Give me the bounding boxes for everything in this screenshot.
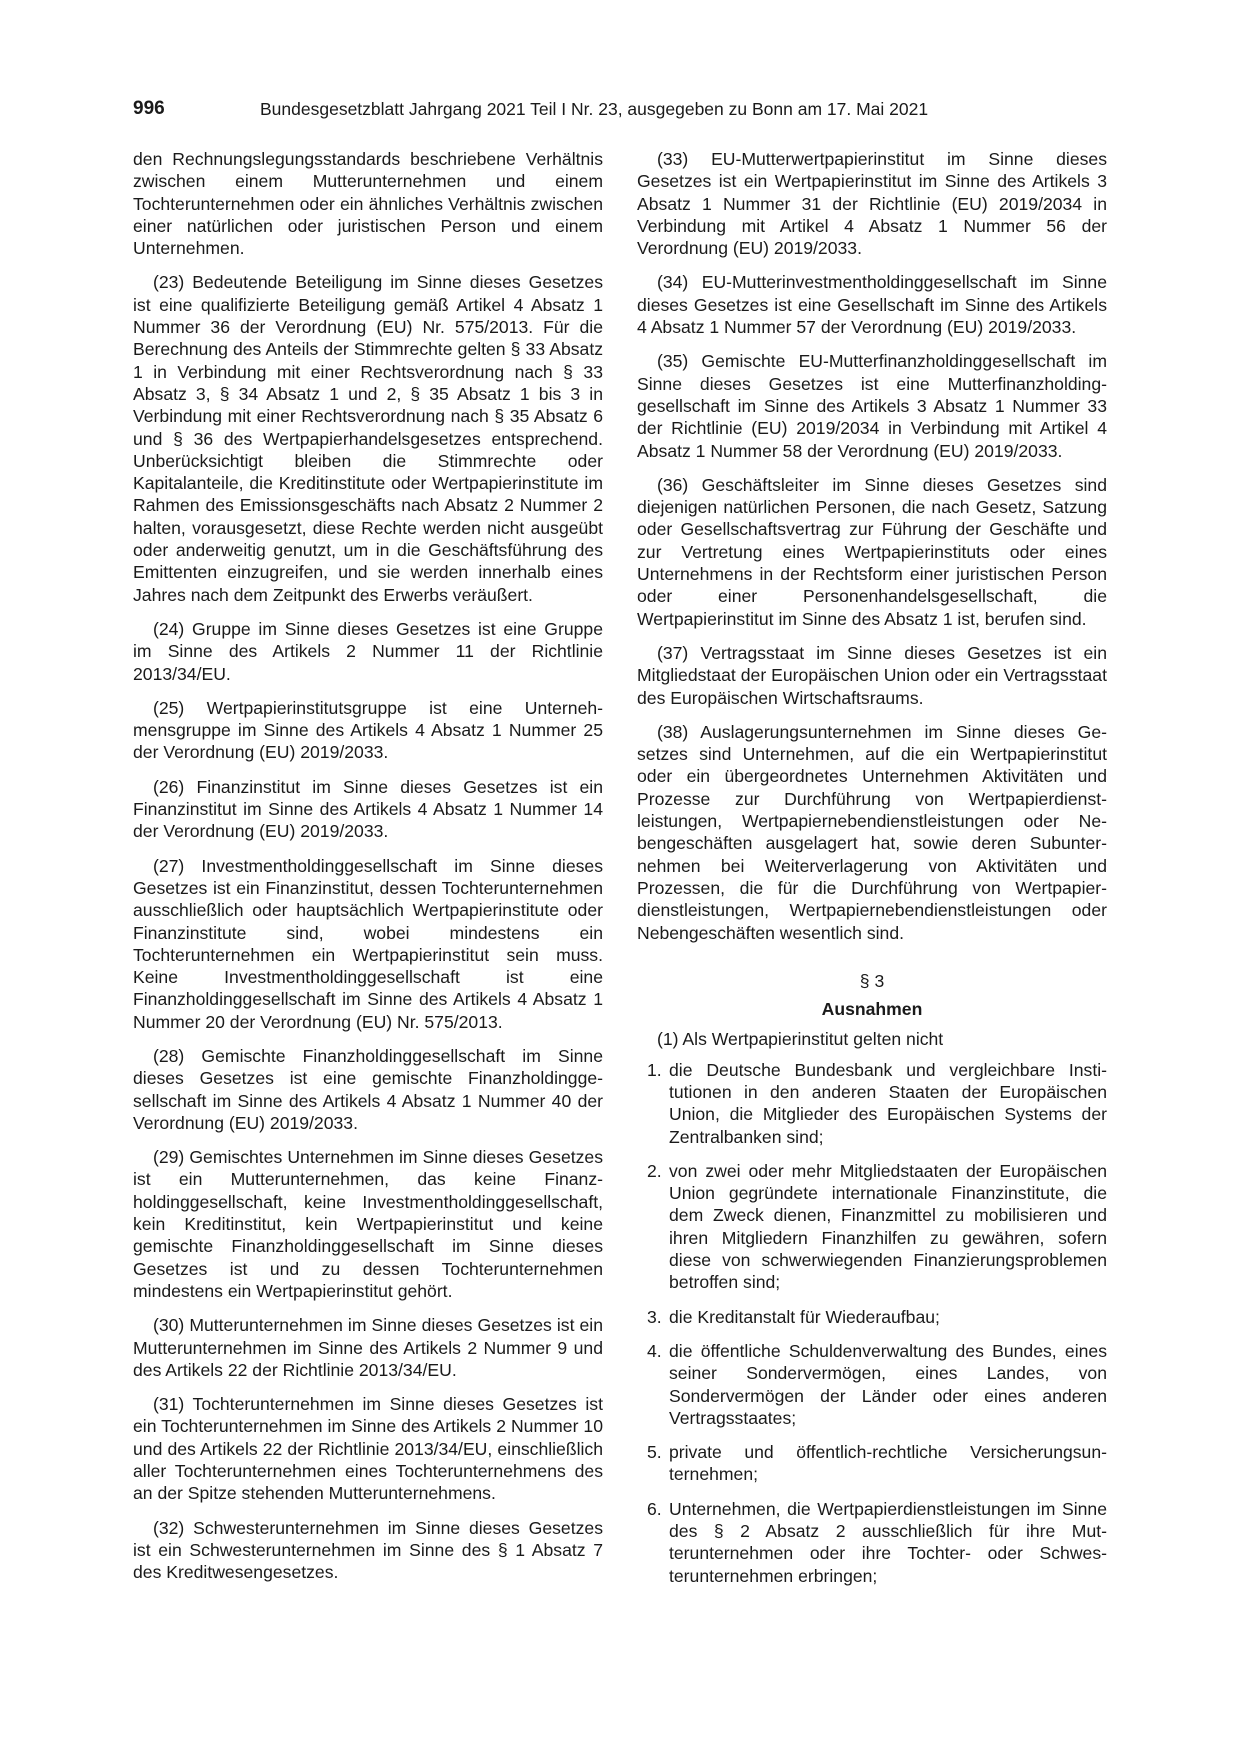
right-column xyxy=(637,148,1107,1599)
list-item-number: 1. xyxy=(647,1059,662,1080)
list-item-text: Unternehmen, die Wertpapierdienstleistungen im Sinne des § 2 Absatz 2 ausschließlich für ihre Mutterunternehmen oder ihre Tochter- oder Schwesterunternehmen erbringen; xyxy=(669,1498,1107,1586)
paragraph-36: (36) Geschäftsleiter im Sinne dieses Gesetzes sind diejenigen natürlichen Personen, die nach Gesetz, Satzung oder Gesellschaftsvertrag zur Führung der Geschäfte und zur Vertretung eines Wertpapierinstituts oder eines Unternehmens in der Rechtsform einer juristischen Person oder einer Personenhandelsgesellschaft, die Wertpapierinstitut im Sinne des Absatz 1 ist, berufen sind. xyxy=(637,474,1107,629)
paragraph-29: (29) Gemischtes Unternehmen im Sinne dieses Gesetzes ist ein Mutterunternehmen, das keine Finanzholdinggesellschaft, keine Investmentholdinggesellschaft, kein Kreditinstitut, kein Wertpapierinstitut und keine gemischte Finanzholdinggesellschaft im Sinne dieses Gesetzes ist und zu dessen Tochterunternehmen mindestens ein Wertpapierinstitut gehört. xyxy=(133,1147,603,1301)
list-item-text: die öffentliche Schuldenverwaltung des Bundes, eines seiner Sondervermögen, eines Landes, von Sondervermögen der Länder oder eines anderen Vertragsstaates; xyxy=(669,1340,1107,1428)
paragraph-25: (25) Wertpapierinstitutsgruppe ist eine Unternehmensgruppe im Sinne des Artikels 4 Absatz 1 Nummer 25 der Verordnung (EU) 2019/2033. xyxy=(133,697,603,763)
list-item xyxy=(637,1498,1107,1587)
section-intro: (1) Als Wertpapierinstitut gelten nicht xyxy=(657,1029,944,1050)
section-title: Ausnahmen xyxy=(821,999,923,1020)
list-item-text: die Deutsche Bundesbank und vergleichbare Institutionen in den anderen Staaten der Europäischen Union, die Mitglieder des Europäischen Systems der Zentralbanken sind; xyxy=(669,1059,1107,1147)
list-item-text: von zwei oder mehr Mitgliedstaaten der Europäischen Union gegründete internationale Finanzinstitute, die dem Zweck dienen, Finanzmittel zu mobilisieren und ihren Mitgliedern Finanzhilfen zu gewähren, sofern diese von schwerwiegenden Finanzierungsproblemen betroffen sind; xyxy=(669,1160,1107,1293)
list-item-number: 5. xyxy=(647,1442,662,1463)
paragraph-27: (27) Investmentholdinggesellschaft im Sinne dieses Gesetzes ist ein Finanzinstitut, dessen Tochterunternehmen ausschließlich oder hauptsächlich Wertpapierinstitute oder Finanzinstitute sind, wobei mindestens ein Tochterunternehmen ein Wertpapierinstitut sein muss. Keine Investmentholdinggesellschaft ist eine Finanzholdinggesellschaft im Sinne des Artikels 4 Absatz 1 Nummer 20 der Verordnung (EU) Nr. 575/2013. xyxy=(133,855,603,1032)
running-title: Bundesgesetzblatt Jahrgang 2021 Teil I Nr. 23, ausgegeben zu Bonn am 17. Mai 2021 xyxy=(260,99,929,119)
list-item xyxy=(637,1340,1107,1429)
list-item-number: 4. xyxy=(647,1340,662,1361)
exception-list xyxy=(637,1059,1107,1587)
page-header xyxy=(133,98,1108,122)
paragraph-32: (32) Schwesterunternehmen im Sinne dieses Gesetzes ist ein Schwesterunternehmen im Sinne des § 1 Absatz 7 des Kreditwesengesetzes. xyxy=(133,1517,603,1583)
list-item-number: 2. xyxy=(647,1160,662,1181)
paragraph-30: (30) Mutterunternehmen im Sinne dieses Gesetzes ist ein Mutterunternehmen im Sinne des Artikels 2 Nummer 9 und des Artikels 22 der Richtlinie 2013/34/EU. xyxy=(133,1315,603,1380)
paragraph-34: (34) EU-Mutterinvestmentholdinggesellschaft im Sinne dieses Gesetzes ist eine Gesellschaft im Sinne des Artikels 4 Absatz 1 Nummer 57 der Verordnung (EU) 2019/2033. xyxy=(637,272,1107,338)
list-item-number: 6. xyxy=(647,1498,662,1519)
paragraph-33: (33) EU-Mutterwertpapierinstitut im Sinne dieses Gesetzes ist ein Wertpapierinstitut im Sinne des Artikels 3 Absatz 1 Nummer 31 der Richtlinie (EU) 2019/2034 in Verbindung mit Artikel 4 Absatz 1 Nummer 56 der Verordnung (EU) 2019/2033. xyxy=(637,149,1107,259)
list-item xyxy=(637,1441,1107,1486)
paragraph-28: (28) Gemischte Finanzholdinggesellschaft im Sinne dieses Gesetzes ist eine gemischte Finanzholdinggesellschaft im Sinne des Artikels 4 Absatz 1 Nummer 40 der Verordnung (EU) 2019/2033. xyxy=(133,1045,603,1133)
paragraph-continuation: den Rechnungslegungsstandards beschriebene Verhältnis zwischen einem Mutterunternehmen und einem Tochterunternehmen oder ein ähnliches Verhältnis zwischen einer natürlichen oder juristischen Person und einem Unternehmen. xyxy=(133,149,603,259)
paragraph-24: (24) Gruppe im Sinne dieses Gesetzes ist eine Gruppe im Sinne des Artikels 2 Nummer 11 der Richtlinie 2013/34/EU. xyxy=(133,618,603,684)
list-item xyxy=(637,1059,1107,1148)
list-item-text: die Kreditanstalt für Wiederaufbau; xyxy=(669,1306,940,1327)
list-item xyxy=(637,1160,1107,1294)
paragraph-35: (35) Gemischte EU-Mutterfinanzholdinggesellschaft im Sinne dieses Gesetzes ist eine Mutterfinanzholdinggesellschaft im Sinne des Artikels 3 Absatz 1 Nummer 33 der Richtlinie (EU) 2019/2034 in Verbindung mit Artikel 4 Absatz 1 Nummer 58 der Verordnung (EU) 2019/2033. xyxy=(637,351,1107,461)
paragraph-23: (23) Bedeutende Beteiligung im Sinne dieses Gesetzes ist eine qualifizierte Beteiligung gemäß Artikel 4 Absatz 1 Nummer 36 der Verordnung (EU) Nr. 575/2013. Für die Berechnung des Anteils der Stimmrechte gelten § 33 Absatz 1 in Verbindung mit einer Rechtsverordnung nach § 33 Absatz 3, § 34 Absatz 1 und 2, § 35 Absatz 1 bis 3 in Verbindung mit einer Rechtsverordnung nach § 35 Absatz 6 und § 36 des Wertpapierhandelsgesetzes entsprechend. Unberücksichtigt bleiben die Stimmrechte oder Kapitalanteile, die Kreditinstitute oder Wertpapierinstitute im Rahmen des Emissionsgeschäfts nach Absatz 2 Nummer 2 halten, vorausgesetzt, diese Rechte werden nicht ausgeübt oder anderweitig genutzt, um in die Geschäftsführung des Emittenten einzugreifen, und sie werden innerhalb eines Jahres nach dem Zeitpunkt des Erwerbs veräußert. xyxy=(133,272,603,605)
paragraph-38: (38) Auslagerungsunternehmen im Sinne dieses Gesetzes sind Unternehmen, auf die ein Wertpapierinstitut oder ein übergeordnetes Unternehmen Aktivitäten und Prozesse zur Durchführung von Wertpapierdienstleistungen, Wertpapiernebendienstleistungen oder Nebengeschäften ausgelagert hat, sowie deren Subunternehmen bei Weiterverlagerung von Aktivitäten und Prozessen, die für die Durchführung von Wertpapierdienstleistungen, Wertpapiernebendienstleistungen oder Nebengeschäften wesentlich sind. xyxy=(637,721,1107,943)
paragraph-37: (37) Vertragsstaat im Sinne dieses Gesetzes ist ein Mitgliedstaat der Europäischen Union oder ein Vertragsstaat des Europäischen Wirtschaftsraums. xyxy=(637,642,1107,708)
paragraph-31: (31) Tochterunternehmen im Sinne dieses Gesetzes ist ein Tochterunternehmen im Sinne des Artikels 2 Nummer 10 und des Artikels 22 der Richtlinie 2013/34/EU, einschließlich aller Tochterunternehmen eines Tochterunternehmens des an der Spitze stehenden Mutterunternehmens. xyxy=(133,1394,603,1504)
section-number: § 3 xyxy=(859,970,885,991)
list-item-text: private und öffentlich-rechtliche Versicherungsunternehmen; xyxy=(669,1442,1107,1485)
paragraph-26: (26) Finanzinstitut im Sinne dieses Gesetzes ist ein Finanzinstitut im Sinne des Artikels 4 Absatz 1 Nummer 14 der Verordnung (EU) 2019/2033. xyxy=(133,776,603,842)
page-number: 996 xyxy=(133,98,165,119)
list-item xyxy=(637,1306,1107,1328)
list-item-number: 3. xyxy=(647,1306,662,1327)
left-column xyxy=(133,148,603,1596)
